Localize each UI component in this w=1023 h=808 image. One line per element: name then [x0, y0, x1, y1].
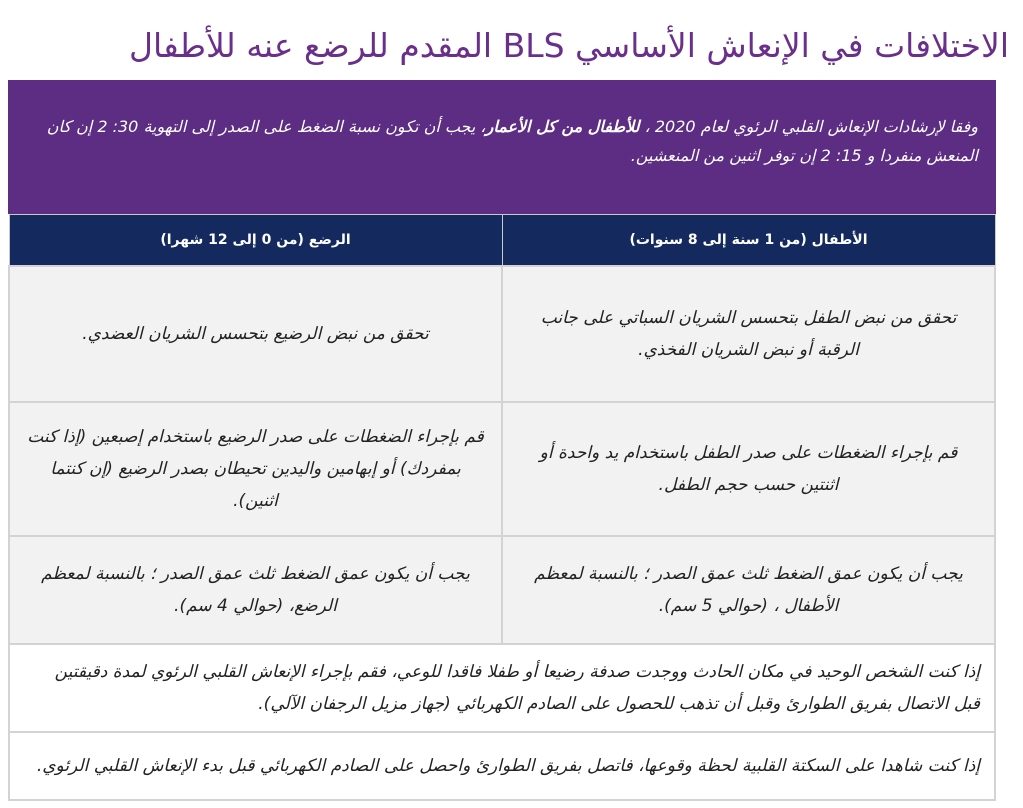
cell-children-compressions: قم بإجراء الضغطات على صدر الطفل باستخدام يد واحدة أو اثنتين حسب حجم الطفل.	[502, 402, 995, 536]
cell-infants-depth: يجب أن يكون عمق الضغط ثلث عمق الصدر ؛ بالنسبة لمعظم الرضع، (حوالي 4 سم).	[9, 536, 502, 644]
intro-box	[8, 80, 996, 214]
cell-children-depth: يجب أن يكون عمق الضغط ثلث عمق الصدر ؛ بالنسبة لمعظم الأطفال ، (حوالي 5 سم).	[502, 536, 995, 644]
header-infants: الرضع (من 0 إلى 12 شهرا)	[9, 215, 502, 267]
table-header-row	[9, 215, 995, 267]
cell-infants-pulse: تحقق من نبض الرضيع بتحسس الشريان العضدي.	[9, 266, 502, 402]
note-witnessed: إذا كنت شاهدا على السكتة القلبية لحظة وقوعها، فاتصل بفريق الطوارئ واحصل على الصادم الكهربائي قبل بدء الإنعاش القلبي الرئوي.	[9, 732, 995, 800]
intro-text-start: وفقا لإرشادات الإنعاش القلبي الرئوي لعام 2020 ،	[639, 117, 978, 136]
intro-bold-text: للأطفال من كل الأعمار	[485, 117, 640, 136]
table-row	[9, 266, 995, 402]
table-note-row	[9, 644, 995, 732]
header-children: الأطفال (من 1 سنة إلى 8 سنوات)	[502, 215, 995, 267]
intro-text-end: ، يجب أن تكون نسبة الضغط على الصدر إلى التهوية 30: 2 إن كان المنعش منفردا و 15: 2 إن توفر اثنين من المنعشين.	[46, 117, 978, 165]
comparison-table	[8, 214, 996, 801]
note-alone: إذا كنت الشخص الوحيد في مكان الحادث ووجدت صدفة رضيعا أو طفلا فاقدا للوعي، فقم بإجراء الإنعاش القلبي الرئوي لمدة دقيقتين قبل الاتصال بفريق الطوارئ وقبل أن تذهب للحصول على الصادم الكهربائي (جهاز مزيل الرجفان الآلي).	[9, 644, 995, 732]
table-row	[9, 536, 995, 644]
page-title: الاختلافات في الإنعاش الأساسي BLS المقدم للرضع عنه للأطفال	[129, 26, 1009, 65]
cell-children-pulse: تحقق من نبض الطفل بتحسس الشريان السباتي على جانب الرقبة أو نبض الشريان الفخذي.	[502, 266, 995, 402]
table-note-row	[9, 732, 995, 800]
cell-infants-compressions: قم بإجراء الضغطات على صدر الرضيع باستخدام إصبعين (إذا كنت بمفردك) أو إبهامين واليدين تحيطان بصدر الرضيع (إن كنتما اثنين).	[9, 402, 502, 536]
table-row	[9, 402, 995, 536]
